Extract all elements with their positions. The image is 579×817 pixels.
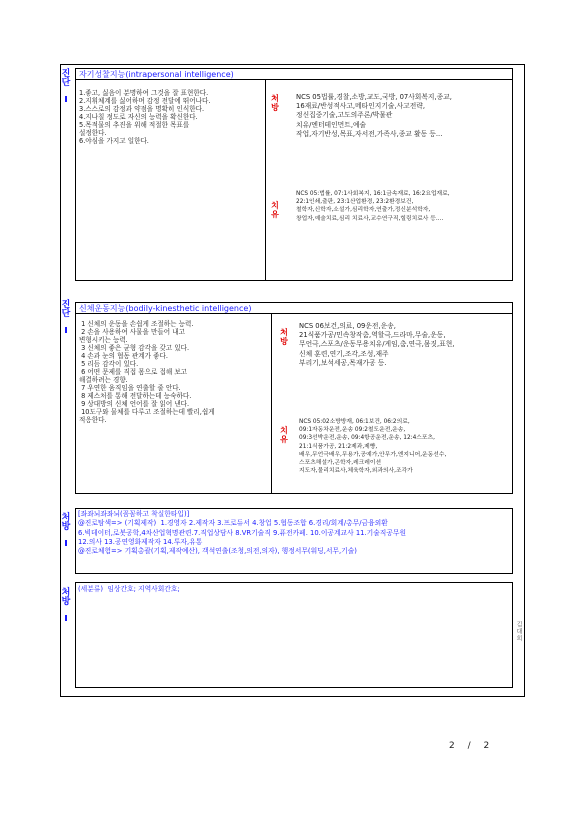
career-side-label [61, 514, 71, 546]
detail-text: (세분류) 임상간호; 지역사회간호; [78, 585, 180, 593]
career-side-label-text: 처방 [61, 513, 71, 532]
vertical-author-label: 김대희 [515, 621, 522, 642]
intra-divider [265, 80, 266, 280]
intra-side-label [61, 70, 71, 102]
intra-side-marker [65, 96, 67, 102]
intra-healing: NCS 05:법률, 07:1사회복지, 16:1금속재료, 16:2요업재료, 22:1인쇄,출판, 23:1산업환경, 23:2환경보건, 철학자,신학자,소설가,심리학자,연출가,정신분석학자, 창업자,예술치료,심리 치료사,교수연구직,힐링치료사 등.... [296, 191, 450, 222]
intra-prescription-tag: 처방 [271, 94, 279, 112]
bodily-prescription: NCS 06보건,의료, 09운전,운송, 21식품가공/민속창작춤,역할극,드라마,무술,운동, 무언극,스포츠/운동무용치유/게임,춤,연극,몸짓,표현, 신체 훈련,연기,조각,조성,재주 부리기,보석세공,목재가공 등. [299, 322, 455, 367]
bodily-side-label-text: 진단 [61, 300, 71, 319]
intra-healing-tag: 치유 [271, 201, 279, 219]
detail-side-label [61, 589, 71, 621]
career-side-marker [65, 540, 67, 546]
detail-side-label-text: 처방 [61, 588, 71, 607]
bodily-healing: NCS 05:02소방방재, 06:1보건, 06:2의료, 09:1자동차운전,운송 09:2철도운전,운송, 09:3선박운전,운송, 09:4항공운전,운송, 12:4스포츠, 21:1식품가공, 21:2제과,제빵, 배우,무언극배우,무용가,공예가,안무가,엔지니어,운동선수, 스포츠해설가,곤학자,레크레이션 지도자,물리치료사,체육학자,외과의사,조각가 [299, 419, 447, 475]
intra-traits: 1.좋고, 싫음이 분명하여 그것을 잘 표현한다. 2.지휘체계를 싫어하며 감정 전달에 뛰어나다. 3.스스로의 감정과 약점을 명확히 인식한다. 4.지나칠 정도로 자신의 능력을 확신한다. 5.목적물의 추진을 위해 적절한 목표를 설정한다. 6.야심을 가지고 일한다. [79, 89, 211, 145]
detail-box [75, 582, 513, 688]
bodily-side-label [61, 301, 71, 333]
intra-title: 자기성찰지능(intrapersonal intelligence) [76, 69, 512, 80]
bodily-side-marker [65, 327, 67, 333]
bodily-prescription-tag: 처방 [280, 328, 288, 346]
intra-side-label-text: 진단 [61, 69, 71, 88]
bodily-divider [271, 314, 272, 493]
intra-prescription: NCS 05법률,경찰,소방,교도,국방, 07사회복지,종교, 16재료/반성적사고,메타인지기술,사고전략, 정신집중기술,고도의주론/박물관 치유/엔터테인먼트,예술 작업,자기반성,목표,자서전,가족사,종교 활동 등... [296, 93, 452, 138]
bodily-healing-tag: 치유 [280, 426, 288, 444]
page-number: 2 / 2 [449, 741, 495, 751]
bodily-traits: 1 신체의 운동을 손쉽게 조절하는 능력. 2 손을 사용하여 사물을 만들어 내고 변형시키는 능력. 3 신체의 좋은 균형 감각을 갖고 있다. 4 손과 눈의 협동 관계가 좋다. 5 리듬 감각이 있다. 6 어떤 문제를 직접 몸으로 접해 보고 해결하려는 경향. 7 우연한 움직임을 연출할 줄 안다. 8 제스처를 통해 전달하는데 능숙하다. 9 상대방의 신체 언어를 잘 읽어 낸다. 10도구와 물체를 다루고 조절하는데 빨리,쉽게 적응한다. [79, 320, 215, 424]
detail-side-marker [65, 615, 67, 621]
bodily-title: 신체운동지능(bodily-kinesthetic intelligence) [76, 303, 512, 314]
career-text: [좌좌뇌좌좌뇌(꼼꼼하고 착실한타입)] @진로탐색=> (기획제작) 1.경영자 2.제작자 3.프로듀서 4.창업 5.협동조합 6.경리/회계/총무/금융외환 6.빅데이터,로봇공학,4차산업혁명관련.7.직업상담사 8.VR기술직 9.퓨전카페. 10.이공계교사 11.기술직공무원 12.의사 13.공연영화제작자 14.투자,유통 @진로체험=> 기획총괄(기획,제작예산), 객석연출(조청,의전,의자), 행정서무(워딩,서무,기술) [78, 510, 407, 556]
